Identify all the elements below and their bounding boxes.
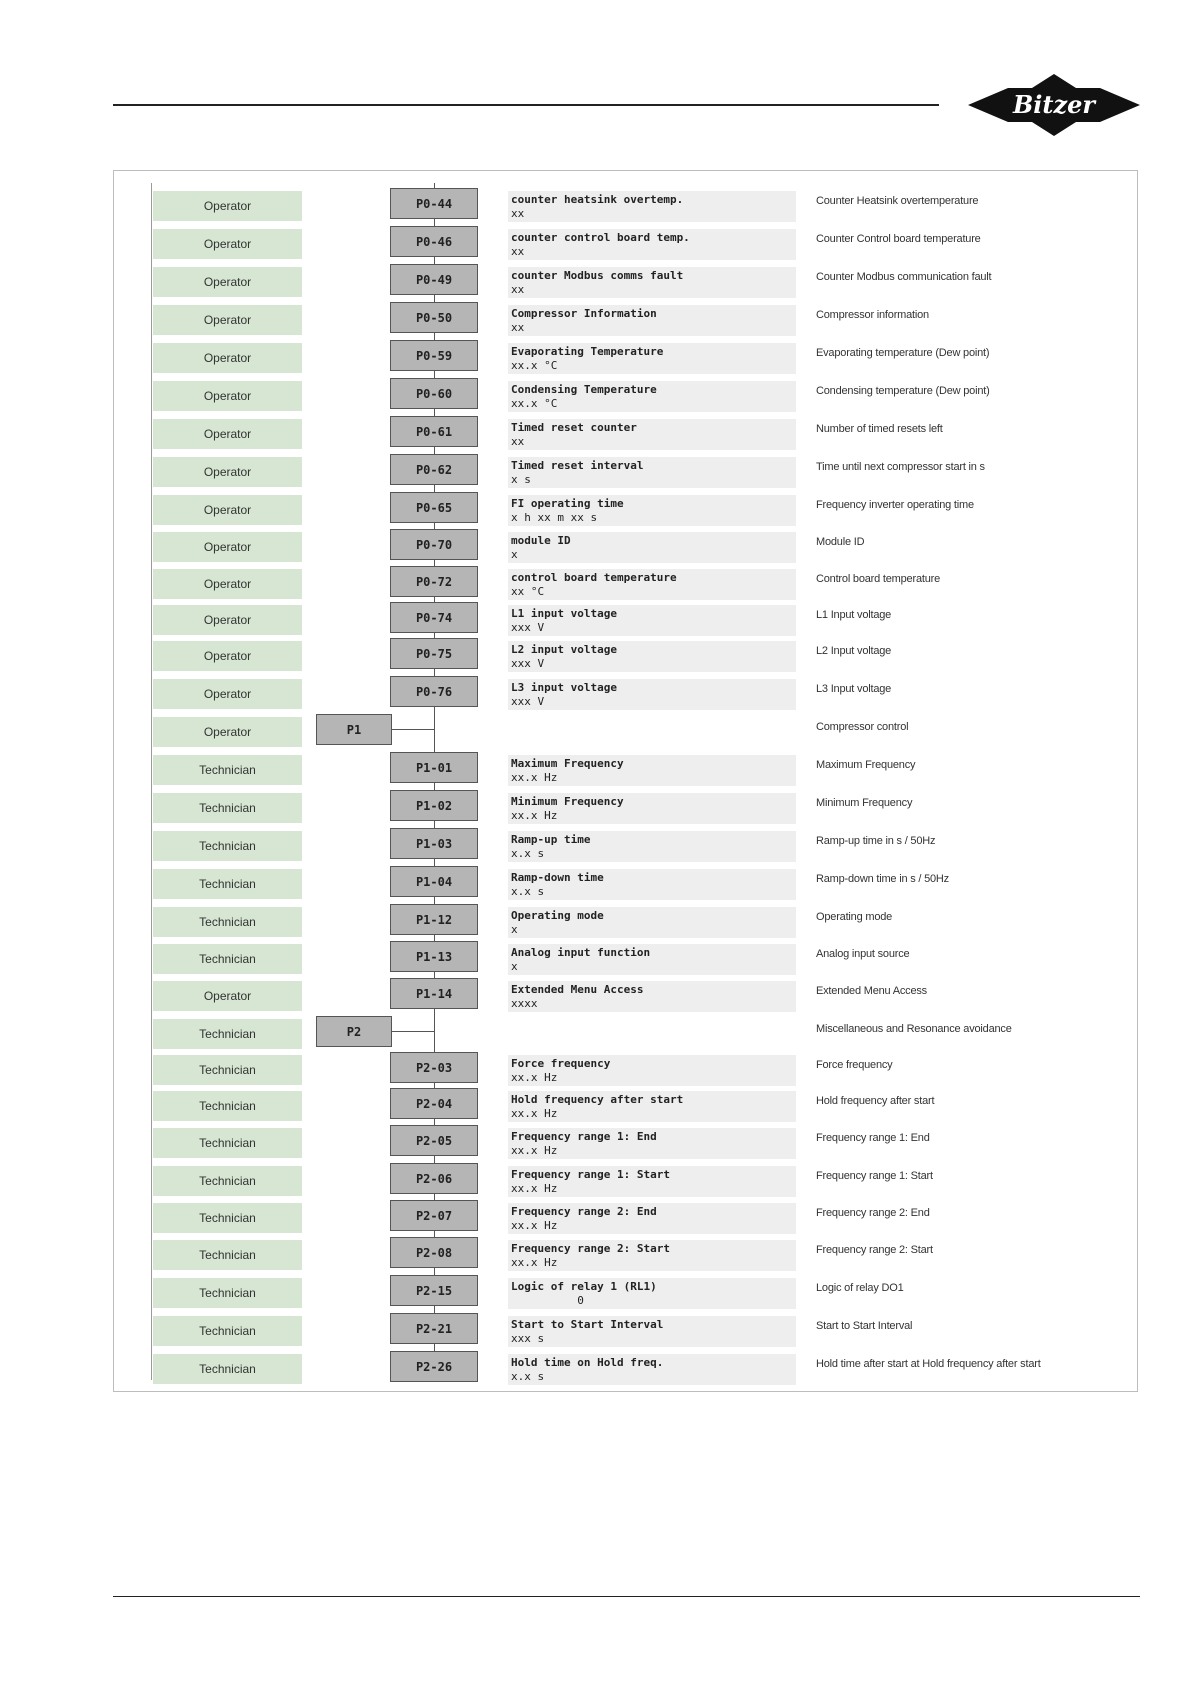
table-row — [0, 1275, 1191, 1309]
display-value: x.x s — [511, 885, 545, 898]
display-value: x — [511, 960, 518, 973]
parameter-code-box: P1-14 — [390, 978, 478, 1009]
parameter-description: Evaporating temperature (Dew point) — [816, 347, 990, 359]
display-text-box — [508, 1278, 796, 1309]
table-row — [0, 340, 1191, 374]
display-text-box — [508, 191, 796, 222]
access-level-cell: Operator — [153, 267, 302, 297]
display-text-box — [508, 793, 796, 824]
parameter-code-box: P2-06 — [390, 1163, 478, 1194]
table-row — [0, 714, 1191, 748]
parameter-code-box: P0-60 — [390, 378, 478, 409]
display-text-box — [508, 1091, 796, 1122]
table-row — [0, 828, 1191, 862]
parameter-description: Frequency range 1: End — [816, 1132, 930, 1144]
parameter-description: Ramp-up time in s / 50Hz — [816, 835, 936, 847]
display-text-box — [508, 1354, 796, 1385]
access-level-cell: Technician — [153, 944, 302, 974]
access-level-cell: Operator — [153, 569, 302, 599]
access-level-cell: Technician — [153, 1128, 302, 1158]
table-row — [0, 416, 1191, 450]
display-label: Frequency range 1: End — [511, 1130, 657, 1143]
table-row — [0, 1052, 1191, 1086]
table-row — [0, 1351, 1191, 1385]
display-label: L1 input voltage — [511, 607, 617, 620]
display-label: Compressor Information — [511, 307, 657, 320]
parameter-group-box: P2 — [316, 1016, 392, 1047]
parameter-description: Condensing temperature (Dew point) — [816, 385, 990, 397]
parameter-code-box: P0-50 — [390, 302, 478, 333]
table-row — [0, 492, 1191, 526]
display-text-box — [508, 1316, 796, 1347]
display-text-box — [508, 1055, 796, 1086]
parameter-code-box: P0-70 — [390, 529, 478, 560]
display-label: Timed reset counter — [511, 421, 637, 434]
display-text-box — [508, 532, 796, 563]
display-label: counter heatsink overtemp. — [511, 193, 684, 206]
display-text-box — [508, 1128, 796, 1159]
access-level-cell: Technician — [153, 831, 302, 861]
display-label: Timed reset interval — [511, 459, 644, 472]
access-level-cell: Operator — [153, 641, 302, 671]
parameter-code-box: P2-05 — [390, 1125, 478, 1156]
display-label: control board temperature — [511, 571, 677, 584]
display-text-box — [508, 944, 796, 975]
parameter-description: Minimum Frequency — [816, 797, 913, 809]
display-value: xx — [511, 435, 525, 448]
display-label: Ramp-down time — [511, 871, 604, 884]
access-level-cell: Operator — [153, 532, 302, 562]
parameter-code-box: P2-15 — [390, 1275, 478, 1306]
display-label: Hold time on Hold freq. — [511, 1356, 664, 1369]
parameter-description: Time until next compressor start in s — [816, 461, 985, 473]
access-level-cell: Operator — [153, 457, 302, 487]
bitzer-logo — [968, 74, 1140, 136]
parameter-code-box: P0-46 — [390, 226, 478, 257]
table-row — [0, 638, 1191, 672]
parameter-description: Maximum Frequency — [816, 759, 916, 771]
access-level-cell: Technician — [153, 907, 302, 937]
access-level-cell: Operator — [153, 419, 302, 449]
parameter-description: Logic of relay DO1 — [816, 1282, 904, 1294]
parameter-code-box: P2-26 — [390, 1351, 478, 1382]
access-level-cell: Technician — [153, 869, 302, 899]
parameter-code-box: P2-21 — [390, 1313, 478, 1344]
display-value: xx.x Hz — [511, 1219, 558, 1232]
parameter-code-box: P1-12 — [390, 904, 478, 935]
display-value: xx.x Hz — [511, 1071, 558, 1084]
parameter-code-box: P0-62 — [390, 454, 478, 485]
display-value: xxxx — [511, 997, 538, 1010]
display-value: xx.x °C — [511, 359, 558, 372]
access-level-cell: Technician — [153, 1240, 302, 1270]
parameter-description: Counter Modbus communication fault — [816, 271, 992, 283]
display-label: Logic of relay 1 (RL1) — [511, 1280, 657, 1293]
access-level-cell: Operator — [153, 981, 302, 1011]
access-level-cell: Technician — [153, 755, 302, 785]
parameter-description: Frequency inverter operating time — [816, 499, 974, 511]
display-text-box — [508, 831, 796, 862]
display-label: Ramp-up time — [511, 833, 591, 846]
display-label: Analog input function — [511, 946, 651, 959]
svg-text:Bitzer: Bitzer — [1012, 90, 1096, 119]
access-level-cell: Operator — [153, 679, 302, 709]
access-level-cell: Operator — [153, 717, 302, 747]
parameter-code-box: P2-03 — [390, 1052, 478, 1083]
access-level-cell: Operator — [153, 191, 302, 221]
display-label: L2 input voltage — [511, 643, 617, 656]
display-value: xxx V — [511, 695, 545, 708]
parameter-description: Module ID — [816, 536, 865, 548]
parameter-code-box: P1-02 — [390, 790, 478, 821]
display-value: xxx V — [511, 657, 545, 670]
parameter-code-box: P0-74 — [390, 602, 478, 633]
display-value: x.x s — [511, 1370, 545, 1383]
display-text-box — [508, 381, 796, 412]
parameter-code-box: P2-08 — [390, 1237, 478, 1268]
table-row — [0, 1016, 1191, 1050]
display-label: Start to Start Interval — [511, 1318, 664, 1331]
access-level-cell: Operator — [153, 495, 302, 525]
display-label: module ID — [511, 534, 571, 547]
table-row — [0, 752, 1191, 786]
table-row — [0, 1237, 1191, 1271]
display-text-box — [508, 907, 796, 938]
parameter-description: Extended Menu Access — [816, 985, 927, 997]
display-value: xx.x Hz — [511, 809, 558, 822]
display-value: x s — [511, 473, 531, 486]
display-label: Frequency range 1: Start — [511, 1168, 670, 1181]
header-rule — [113, 104, 939, 106]
parameter-description: Compressor information — [816, 309, 929, 321]
display-text-box — [508, 305, 796, 336]
table-row — [0, 264, 1191, 298]
table-row — [0, 790, 1191, 824]
table-row — [0, 454, 1191, 488]
parameter-description: Frequency range 1: Start — [816, 1170, 933, 1182]
table-row — [0, 1088, 1191, 1122]
parameter-code-box: P1-03 — [390, 828, 478, 859]
table-row — [0, 602, 1191, 636]
parameter-code-box: P0-72 — [390, 566, 478, 597]
parameter-code-box: P0-65 — [390, 492, 478, 523]
table-row — [0, 302, 1191, 336]
parameter-description: Frequency range 2: End — [816, 1207, 930, 1219]
display-text-box — [508, 419, 796, 450]
parameter-code-box: P2-07 — [390, 1200, 478, 1231]
table-row — [0, 566, 1191, 600]
display-value: xx.x Hz — [511, 1107, 558, 1120]
display-text-box — [508, 755, 796, 786]
display-text-box — [508, 569, 796, 600]
display-label: Maximum Frequency — [511, 757, 624, 770]
display-label: counter Modbus comms fault — [511, 269, 684, 282]
parameter-code-box: P0-61 — [390, 416, 478, 447]
display-label: Frequency range 2: End — [511, 1205, 657, 1218]
parameter-description: Hold time after start at Hold frequency after start — [816, 1358, 1041, 1370]
display-text-box — [508, 1203, 796, 1234]
parameter-code-box: P0-44 — [390, 188, 478, 219]
parameter-code-box: P0-75 — [390, 638, 478, 669]
display-text-box — [508, 1240, 796, 1271]
table-row — [0, 978, 1191, 1012]
display-label: Extended Menu Access — [511, 983, 644, 996]
display-label: Force frequency — [511, 1057, 611, 1070]
parameter-code-box: P1-13 — [390, 941, 478, 972]
display-text-box — [508, 229, 796, 260]
table-row — [0, 941, 1191, 975]
parameter-description: Start to Start Interval — [816, 1320, 913, 1332]
parameter-description: Compressor control — [816, 721, 909, 733]
table-row — [0, 1163, 1191, 1197]
display-label: FI operating time — [511, 497, 624, 510]
group-connector — [391, 1031, 435, 1051]
display-label: Frequency range 2: Start — [511, 1242, 670, 1255]
display-text-box — [508, 605, 796, 636]
display-value: x — [511, 923, 518, 936]
table-row — [0, 866, 1191, 900]
display-value: xx.x Hz — [511, 1182, 558, 1195]
display-value: xx.x Hz — [511, 1144, 558, 1157]
parameter-description: Analog input source — [816, 948, 910, 960]
parameter-code-box: P0-76 — [390, 676, 478, 707]
parameter-description: Counter Control board temperature — [816, 233, 981, 245]
access-level-cell: Operator — [153, 305, 302, 335]
access-level-cell: Technician — [153, 1354, 302, 1384]
display-value: xx — [511, 207, 525, 220]
table-row — [0, 529, 1191, 563]
display-text-box — [508, 343, 796, 374]
access-level-cell: Technician — [153, 793, 302, 823]
parameter-description: Operating mode — [816, 911, 893, 923]
display-value: xx — [511, 321, 525, 334]
display-value: x.x s — [511, 847, 545, 860]
display-label: Evaporating Temperature — [511, 345, 664, 358]
parameter-description: Frequency range 2: Start — [816, 1244, 933, 1256]
display-text-box — [508, 1166, 796, 1197]
display-value: xx.x °C — [511, 397, 558, 410]
display-value: x h xx m xx s — [511, 511, 598, 524]
parameter-code-box: P0-59 — [390, 340, 478, 371]
parameter-code-box: P2-04 — [390, 1088, 478, 1119]
parameter-code-box: P0-49 — [390, 264, 478, 295]
parameter-description: Number of timed resets left — [816, 423, 943, 435]
display-value: xx — [511, 245, 525, 258]
display-label: Condensing Temperature — [511, 383, 657, 396]
display-value: xx °C — [511, 585, 545, 598]
access-level-cell: Technician — [153, 1203, 302, 1233]
display-label: Operating mode — [511, 909, 604, 922]
access-level-cell: Operator — [153, 381, 302, 411]
table-row — [0, 904, 1191, 938]
parameter-description: L3 Input voltage — [816, 683, 892, 695]
parameter-description: Counter Heatsink overtemperature — [816, 195, 979, 207]
parameter-description: Force frequency — [816, 1059, 893, 1071]
access-level-cell: Operator — [153, 343, 302, 373]
parameter-description: Control board temperature — [816, 573, 941, 585]
parameter-description: Ramp-down time in s / 50Hz — [816, 873, 949, 885]
display-label: L3 input voltage — [511, 681, 617, 694]
display-label: Hold frequency after start — [511, 1093, 684, 1106]
display-value: xx.x Hz — [511, 771, 558, 784]
parameter-description: Hold frequency after start — [816, 1095, 935, 1107]
display-label: counter control board temp. — [511, 231, 690, 244]
access-level-cell: Technician — [153, 1278, 302, 1308]
table-row — [0, 378, 1191, 412]
display-value: xxx s — [511, 1332, 545, 1345]
access-level-cell: Operator — [153, 605, 302, 635]
table-row — [0, 1125, 1191, 1159]
display-text-box — [508, 457, 796, 488]
display-value: xxx V — [511, 621, 545, 634]
display-value: x — [511, 548, 518, 561]
display-text-box — [508, 869, 796, 900]
access-level-cell: Technician — [153, 1055, 302, 1085]
table-row — [0, 188, 1191, 222]
parameter-description: L1 Input voltage — [816, 609, 892, 621]
access-level-cell: Technician — [153, 1091, 302, 1121]
access-level-cell: Operator — [153, 229, 302, 259]
parameter-code-box: P1-01 — [390, 752, 478, 783]
footer-rule — [113, 1596, 1140, 1597]
table-row — [0, 676, 1191, 710]
display-value: 0 — [511, 1294, 584, 1307]
table-row — [0, 1200, 1191, 1234]
access-level-cell: Technician — [153, 1019, 302, 1049]
display-label: Minimum Frequency — [511, 795, 624, 808]
display-text-box — [508, 267, 796, 298]
table-row — [0, 226, 1191, 260]
display-value: xx — [511, 283, 525, 296]
table-row — [0, 1313, 1191, 1347]
parameter-description: Miscellaneous and Resonance avoidance — [816, 1023, 1012, 1035]
parameter-description: L2 Input voltage — [816, 645, 892, 657]
group-connector — [391, 729, 435, 749]
parameter-group-box: P1 — [316, 714, 392, 745]
parameter-code-box: P1-04 — [390, 866, 478, 897]
display-text-box — [508, 981, 796, 1012]
display-text-box — [508, 679, 796, 710]
display-value: xx.x Hz — [511, 1256, 558, 1269]
display-text-box — [508, 641, 796, 672]
display-text-box — [508, 495, 796, 526]
access-level-cell: Technician — [153, 1166, 302, 1196]
access-level-cell: Technician — [153, 1316, 302, 1346]
